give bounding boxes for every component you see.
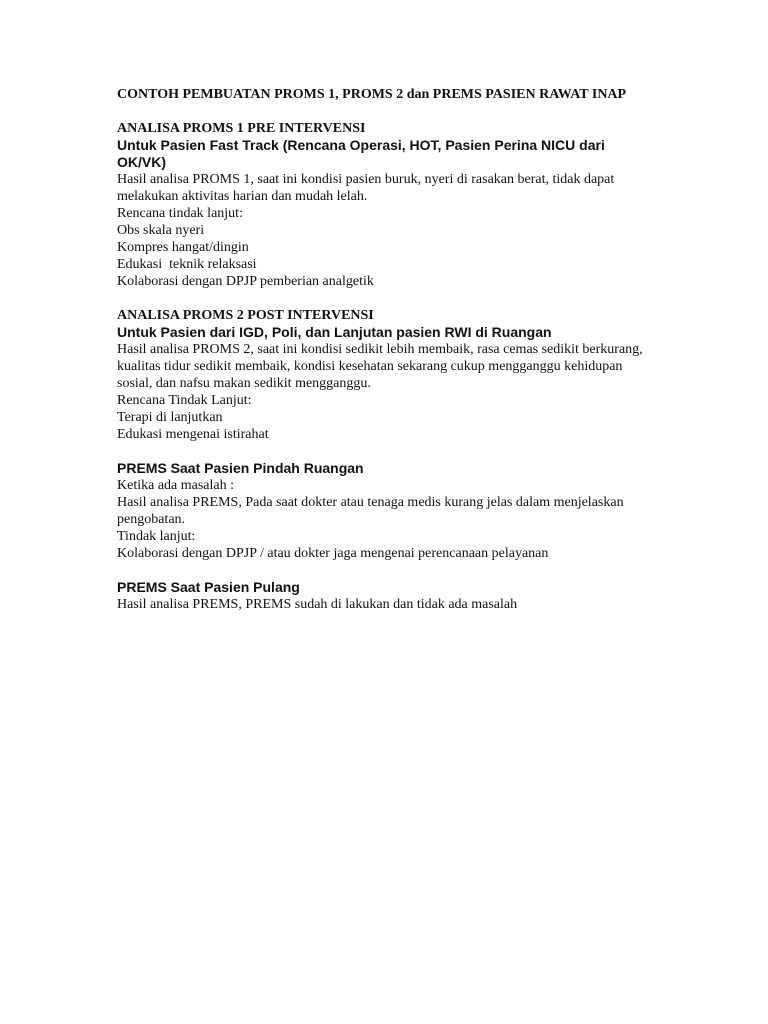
section-line: Ketika ada masalah :: [117, 478, 235, 493]
section-line: Rencana tindak lanjut:: [117, 206, 243, 221]
section-line: Terapi di lanjutkan: [117, 410, 223, 425]
section-subheading: Untuk Pasien Fast Track (Rencana Operasi, HOT, Pasien Perina NICU dari OK/VK): [117, 137, 605, 170]
section-line: Hasil analisa PREMS, PREMS sudah di lakukan dan tidak ada masalah: [117, 597, 518, 612]
section-prems-pindah: [117, 460, 657, 562]
section-heading: PREMS Saat Pasien Pindah Ruangan: [117, 460, 364, 476]
section-line: Edukasi teknik relaksasi: [117, 257, 257, 272]
section-paragraph: Hasil analisa PREMS, Pada saat dokter atau tenaga medis kurang jelas dalam menjelaskan pengobatan.: [117, 495, 624, 527]
section-line: Tindak lanjut:: [117, 529, 196, 544]
section-line: Rencana Tindak Lanjut:: [117, 393, 252, 408]
document-page: [117, 86, 657, 630]
section-heading: ANALISA PROMS 1 PRE INTERVENSI: [117, 121, 366, 136]
section-paragraph: Hasil analisa PROMS 1, saat ini kondisi pasien buruk, nyeri di rasakan berat, tidak dapat melakukan aktivitas harian dan mudah lelah.: [117, 172, 615, 204]
section-prems-pulang: [117, 579, 657, 613]
section-heading: ANALISA PROMS 2 POST INTERVENSI: [117, 308, 374, 323]
section-line: Kolaborasi dengan DPJP / atau dokter jaga mengenai perencanaan pelayanan: [117, 546, 549, 561]
section-proms-1: [117, 120, 657, 290]
section-line: Obs skala nyeri: [117, 223, 205, 238]
document-title: CONTOH PEMBUATAN PROMS 1, PROMS 2 dan PREMS PASIEN RAWAT INAP: [117, 87, 627, 102]
section-heading: PREMS Saat Pasien Pulang: [117, 579, 300, 595]
section-subheading: Untuk Pasien dari IGD, Poli, dan Lanjutan pasien RWI di Ruangan: [117, 324, 552, 340]
section-paragraph: Hasil analisa PROMS 2, saat ini kondisi sedikit lebih membaik, rasa cemas sedikit berkurang, kualitas tidur sedikit membaik, kondisi kesehatan sekarang cukup mengganggu kehidupan sosial, dan nafsu makan sedikit mengganggu.: [117, 342, 643, 391]
section-line: Edukasi mengenai istirahat: [117, 427, 269, 442]
section-proms-2: [117, 307, 657, 443]
section-line: Kolaborasi dengan DPJP pemberian analgetik: [117, 274, 374, 289]
section-line: Kompres hangat/dingin: [117, 240, 249, 255]
